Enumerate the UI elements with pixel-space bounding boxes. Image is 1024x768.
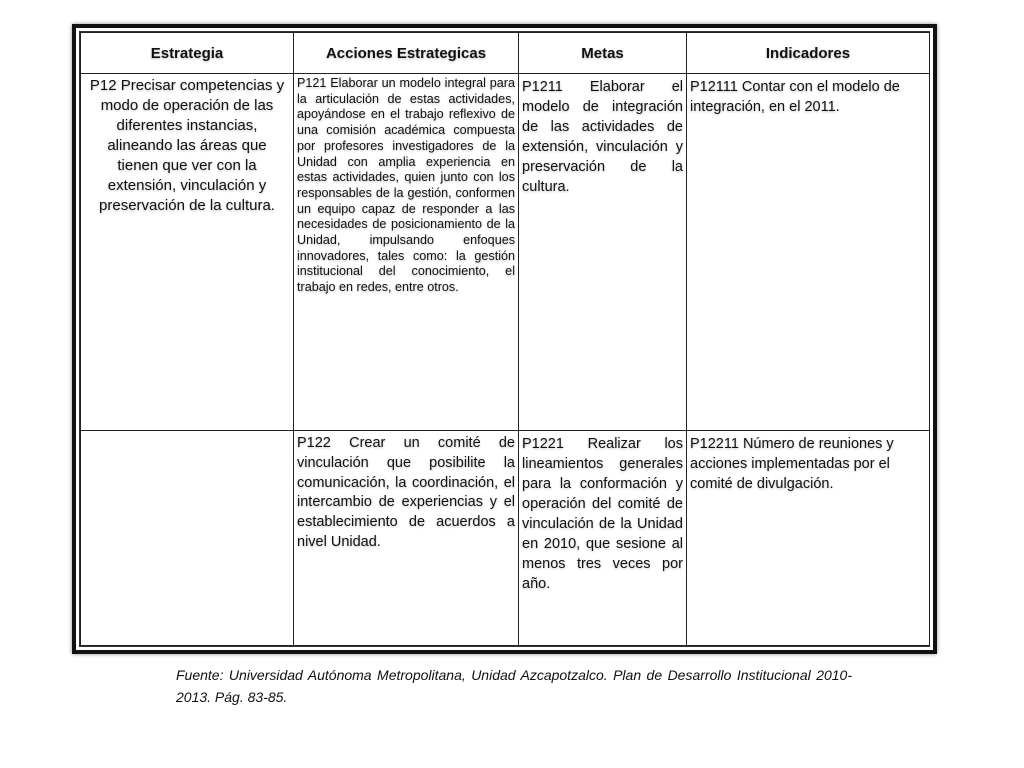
header-estrategia: Estrategia — [81, 33, 294, 74]
estrategia-cell: P12 Precisar competencias y modo de operación de las diferentes instancias, alineando las áreas que tienen que ver con la extensión, vinculación y preservación de la cultura. — [81, 74, 294, 431]
header-row — [81, 33, 930, 74]
table-row — [81, 74, 930, 431]
header-metas: Metas — [519, 33, 687, 74]
indicador-cell: P12111 Contar con el modelo de integración, en el 2011. — [687, 74, 930, 431]
table-row — [81, 431, 930, 646]
meta-cell: P1221 Realizar los lineamientos generales para la conformación y operación del comité de vinculación de la Unidad en 2010, que sesione al menos tres veces por año. — [519, 431, 687, 646]
accion-cell: P122 Crear un comité de vinculación que posibilite la comunicación, la coordinación, el intercambio de experiencias y el establecimiento de acuerdos a nivel Unidad. — [294, 431, 519, 646]
accion-cell: P121 Elaborar un modelo integral para la articulación de estas actividades, apoyándose en el trabajo reflexivo de una comisión académica compuesta por profesores investigadores de la Unidad con amplia experiencia en estas actividades, quien junto con los responsables de la gestión, conformen un equipo capaz de responder a las necesidades de posicionamiento de la Unidad, impulsando enfoques innovadores, tales como: la gestión institucional del conocimiento, el trabajo en redes, entre otros. — [294, 74, 519, 431]
table-inner-border — [79, 31, 930, 647]
meta-cell: P1211 Elaborar el modelo de integración de las actividades de extensión, vinculación y preservación de la cultura. — [519, 74, 687, 431]
strategy-table — [80, 32, 930, 646]
header-indicadores: Indicadores — [687, 33, 930, 74]
table-frame — [72, 24, 937, 654]
source-citation: Fuente: Universidad Autónoma Metropolitana, Unidad Azcapotzalco. Plan de Desarrollo Institucional 2010-2013. Pág. 83-85. — [176, 667, 852, 705]
estrategia-cell — [81, 431, 294, 646]
header-acciones: Acciones Estrategicas — [294, 33, 519, 74]
indicador-cell: P12211 Número de reuniones y acciones implementadas por el comité de divulgación. — [687, 431, 930, 646]
